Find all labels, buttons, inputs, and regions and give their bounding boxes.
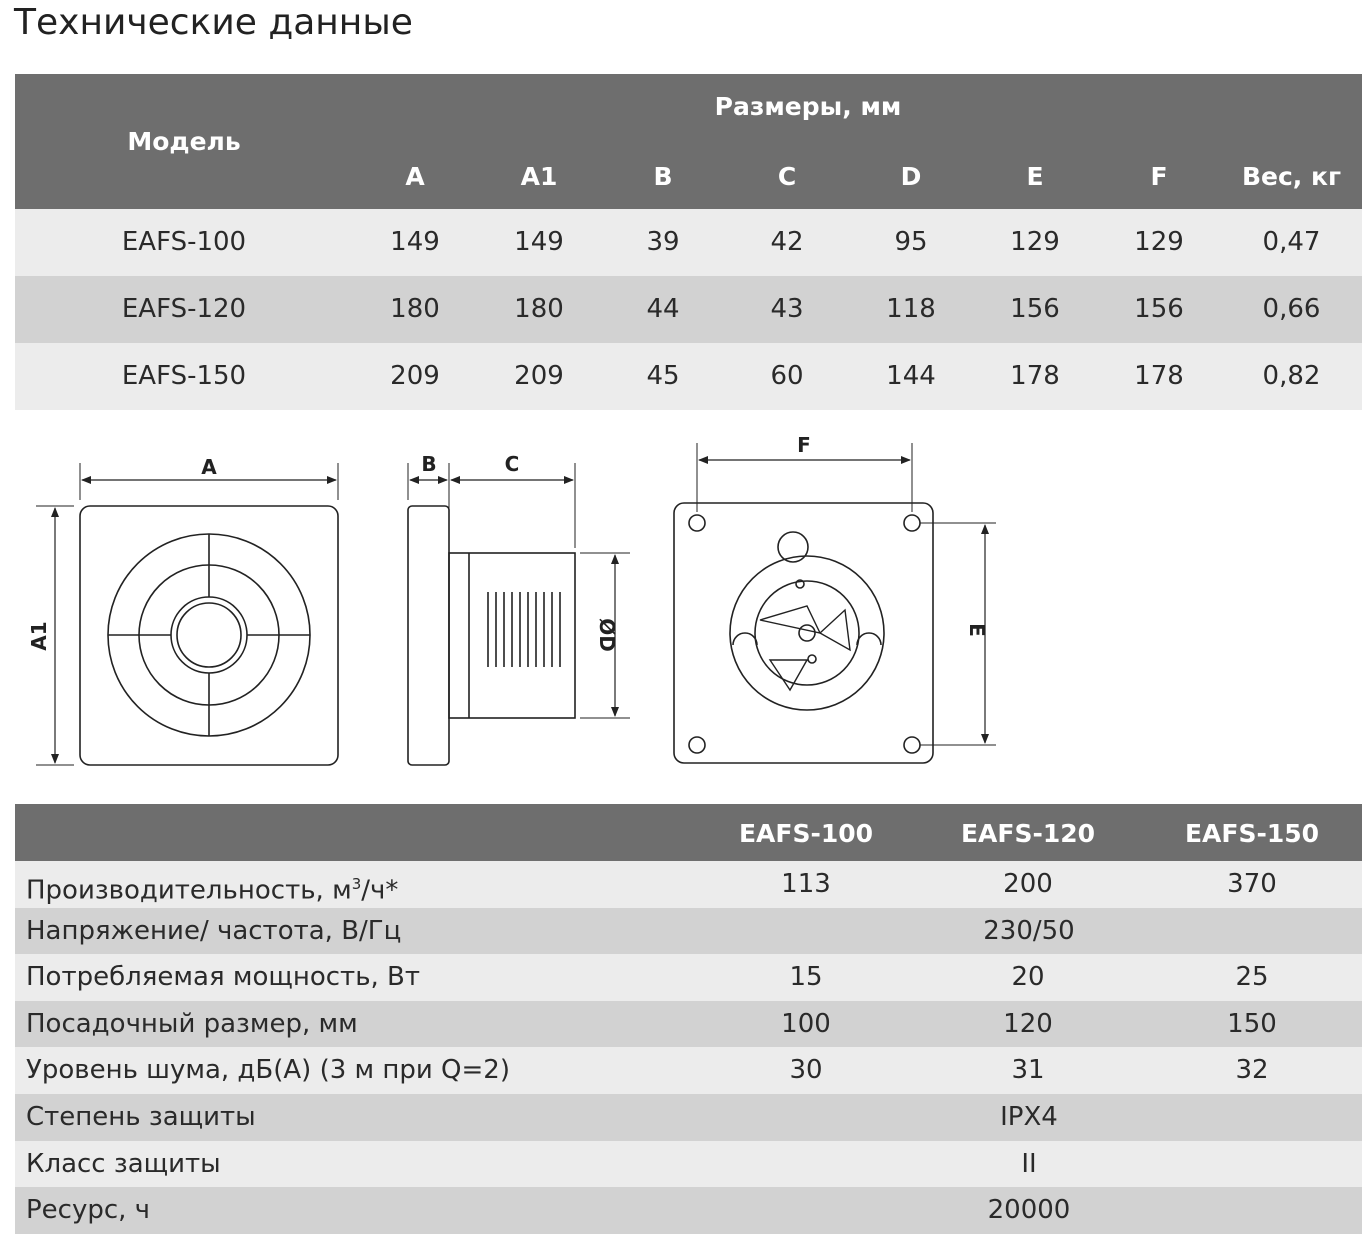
table-row: [15, 1094, 1362, 1141]
spec-value: 200: [1003, 869, 1053, 899]
dim-label-b: B: [421, 452, 437, 476]
dim-label-c: C: [504, 452, 520, 476]
spec-value: 120: [1003, 1008, 1053, 1039]
front-view-drawing: [36, 463, 338, 765]
value-cell: 149: [390, 227, 440, 257]
spec-label: Потребляемая мощность, Вт: [26, 962, 421, 993]
weight-cell: 0,66: [1262, 294, 1321, 324]
table-row: [15, 908, 1362, 955]
column-header-a1: A1: [520, 162, 558, 191]
spec-value: 113: [781, 869, 831, 899]
model-header-eafs-120: EAFS-120: [960, 819, 1096, 848]
value-cell: 178: [1134, 361, 1184, 391]
dimensions-table: [15, 74, 1362, 410]
spec-label: Степень защиты: [26, 1101, 256, 1132]
table-row: [15, 1001, 1362, 1048]
table-row: [15, 1141, 1362, 1188]
technical-drawings: [0, 425, 1362, 785]
spec-label: Производительность, $м^3/ч*$: [26, 875, 399, 906]
spec-value: 25: [1235, 962, 1269, 993]
spec-label: Напряжение/ частота, В/Гц: [26, 915, 402, 946]
spec-label: Класс защиты: [26, 1148, 221, 1179]
dim-label-d: ØD: [595, 618, 619, 652]
table-row: [15, 209, 1362, 276]
value-cell: 43: [770, 294, 804, 324]
spec-value-shared: 230/50: [983, 915, 1075, 946]
value-cell: 180: [390, 294, 440, 324]
dim-label-a: A: [201, 455, 217, 479]
spec-value-shared: IPX4: [1000, 1101, 1058, 1132]
spec-value-shared: II: [1021, 1148, 1037, 1179]
dim-label-e: E: [965, 623, 989, 637]
dim-label-a1: A1: [27, 621, 51, 651]
value-cell: 178: [1010, 361, 1060, 391]
value-cell: 209: [390, 361, 440, 391]
value-cell: 42: [770, 227, 804, 257]
weight-cell: 0,47: [1262, 227, 1321, 257]
spec-label: Посадочный размер, мм: [26, 1008, 358, 1039]
spec-value: 150: [1227, 1008, 1277, 1039]
spec-value: 100: [781, 1008, 831, 1039]
spec-value: 370: [1227, 869, 1277, 899]
column-header-weight: Вес, кг: [1241, 162, 1342, 191]
dimensions-table-header: [15, 74, 1362, 209]
specifications-table-header: [15, 804, 1362, 861]
spec-value: 15: [789, 962, 823, 993]
back-view-drawing: [674, 443, 996, 763]
table-row: [15, 343, 1362, 410]
spec-value: 31: [1011, 1055, 1045, 1086]
value-cell: 180: [514, 294, 564, 324]
value-cell: 95: [894, 227, 928, 257]
value-cell: 118: [886, 294, 936, 324]
column-header-e: E: [1026, 162, 1044, 191]
model-cell: EAFS-150: [121, 361, 247, 391]
value-cell: 149: [514, 227, 564, 257]
column-header-f: F: [1150, 162, 1168, 191]
value-cell: 39: [646, 227, 680, 257]
column-header-a: A: [405, 162, 425, 191]
value-cell: 144: [886, 361, 936, 391]
spec-value: 30: [789, 1055, 823, 1086]
model-column-header: Модель: [127, 127, 241, 156]
table-row: [15, 276, 1362, 343]
column-header-d: D: [900, 162, 922, 191]
spec-value: 32: [1235, 1055, 1269, 1086]
value-cell: 129: [1010, 227, 1060, 257]
sizes-group-header: Размеры, мм: [714, 92, 902, 121]
table-row: [15, 1047, 1362, 1094]
value-cell: 60: [770, 361, 804, 391]
table-row: [15, 954, 1362, 1001]
value-cell: 45: [646, 361, 680, 391]
page-title: Технические данные: [14, 2, 413, 43]
weight-cell: 0,82: [1262, 361, 1321, 391]
spec-label: Уровень шума, дБ(А) (3 м при Q=2): [26, 1055, 510, 1086]
spec-label: Ресурс, ч: [26, 1195, 151, 1226]
value-cell: 156: [1010, 294, 1060, 324]
model-cell: EAFS-120: [121, 294, 247, 324]
value-cell: 44: [646, 294, 680, 324]
side-view-drawing: [408, 463, 630, 765]
value-cell: 209: [514, 361, 564, 391]
spec-value: 20: [1011, 962, 1045, 993]
table-row: [15, 1187, 1362, 1234]
value-cell: 156: [1134, 294, 1184, 324]
model-header-eafs-100: EAFS-100: [738, 819, 874, 848]
specifications-table: [15, 804, 1362, 1234]
column-header-b: B: [653, 162, 673, 191]
value-cell: 129: [1134, 227, 1184, 257]
dim-label-f: F: [797, 433, 811, 457]
spec-value-shared: 20000: [987, 1195, 1071, 1226]
column-header-c: C: [777, 162, 797, 191]
model-header-eafs-150: EAFS-150: [1184, 819, 1320, 848]
model-cell: EAFS-100: [121, 227, 247, 257]
table-row: [15, 861, 1362, 908]
